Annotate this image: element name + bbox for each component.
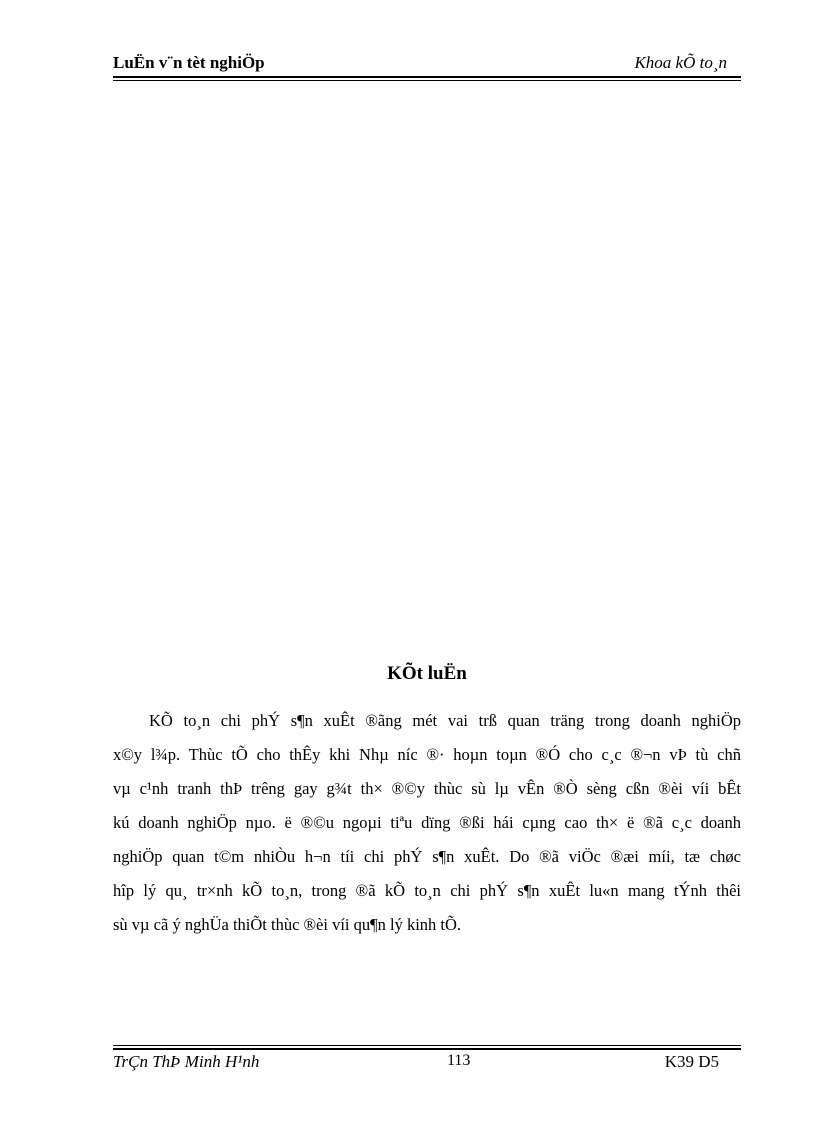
conclusion-paragraph [113, 704, 741, 942]
paragraph-line: KÕ to¸n chi phÝ s¶n xuÊt ®ãng mét vai trß quan träng trong doanh nghiÖp [149, 711, 741, 730]
footer-rule-thick [113, 1048, 741, 1050]
page-header [113, 50, 741, 76]
paragraph-line: x©y l¾p. Thùc tÕ cho thÊy khi Nhµ níc ®· hoµn toµn ®Ó cho c¸c ®¬n vÞ tù chñ [113, 745, 741, 764]
author-name: TrÇn ThÞ Minh H¹nh [113, 1052, 260, 1071]
section-title: KÕt luËn [387, 663, 467, 684]
paragraph-line: kú doanh nghiÖp nµo. ë ®©u ngoµi tiªu dïng ®ßi hái cµng cao th× ë ®ã c¸c doanh [113, 813, 741, 832]
paragraph-line: vµ c¹nh tranh thÞ trêng gay g¾t th× ®©y thùc sù lµ vÊn ®Ò sèng cßn ®èi víi bÊt [113, 779, 741, 798]
faculty-label: Khoa kÕ to¸n [634, 53, 727, 72]
footer-rule-thin [113, 1045, 741, 1046]
header-rule-thin [113, 80, 741, 81]
paragraph-line: hîp lý qu¸ tr×nh kÕ to¸n, trong ®ã kÕ to¸n chi phÝ s¶n xuÊt lu«n mang tÝnh thêi [113, 881, 741, 900]
class-code: K39 D5 [664, 1052, 719, 1071]
header-rule-thick [113, 76, 741, 78]
page-footer [113, 1052, 741, 1076]
thesis-label: LuËn v¨n tèt nghiÖp [113, 53, 265, 72]
page-number: 113 [447, 1052, 471, 1069]
paragraph-line: nghiÖp quan t©m nhiÒu h¬n tíi chi phÝ s¶n xuÊt. Do ®ã viÖc ®æi míi, tæ chøc [113, 847, 741, 866]
paragraph-line: sù vµ cã ý nghÜa thiÕt thùc ®èi víi qu¶n lý kinh tÕ. [113, 915, 462, 934]
